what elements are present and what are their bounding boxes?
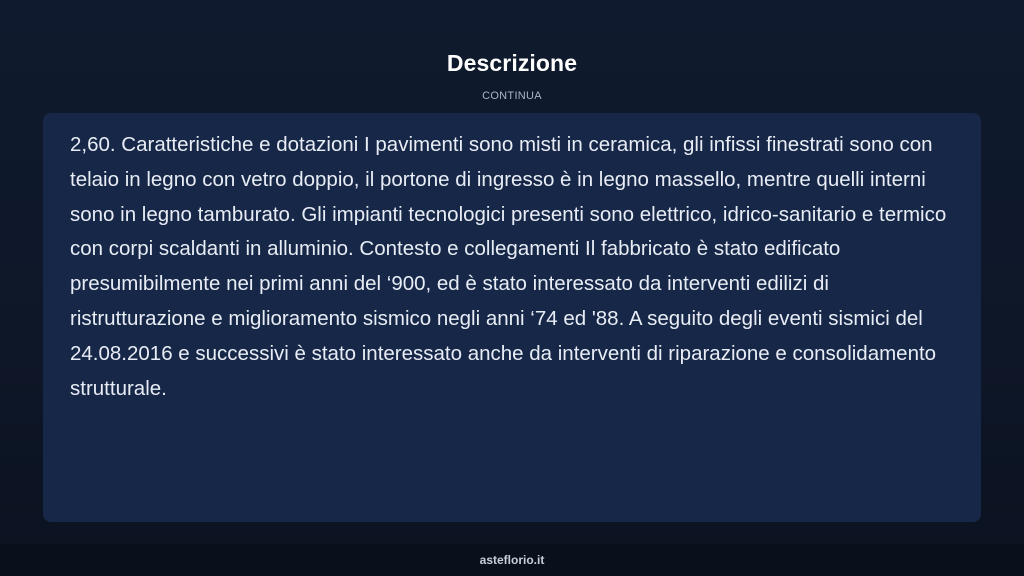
page-subtitle: CONTINUA (482, 90, 542, 102)
description-card (43, 113, 981, 522)
page-title: Descrizione (446, 50, 578, 76)
footer-bar (0, 544, 1024, 576)
footer-site-label: asteflorio.it (479, 553, 545, 567)
description-text: 2,60. Caratteristiche e dotazioni I pavimenti sono misti in ceramica, gli infissi finestrati sono con telaio in legno con vetro doppio, il portone di ingresso è in legno massello, mentre quelli interni sono in legno tamburato. Gli impianti tecnologici presenti sono elettrico, idrico-sanitario e termico con corpi scaldanti in alluminio. Contesto e collegamenti Il fabbricato è stato edificato presumibilmente nei primi anni del ‘900, ed è stato interessato da interventi edilizi di ristrutturazione e miglioramento sismico negli anni ‘74 ed '88. A seguito degli eventi sismici del 24.08.2016 e successivi è stato interessato anche da interventi di riparazione e consolidamento strutturale. (70, 133, 947, 400)
